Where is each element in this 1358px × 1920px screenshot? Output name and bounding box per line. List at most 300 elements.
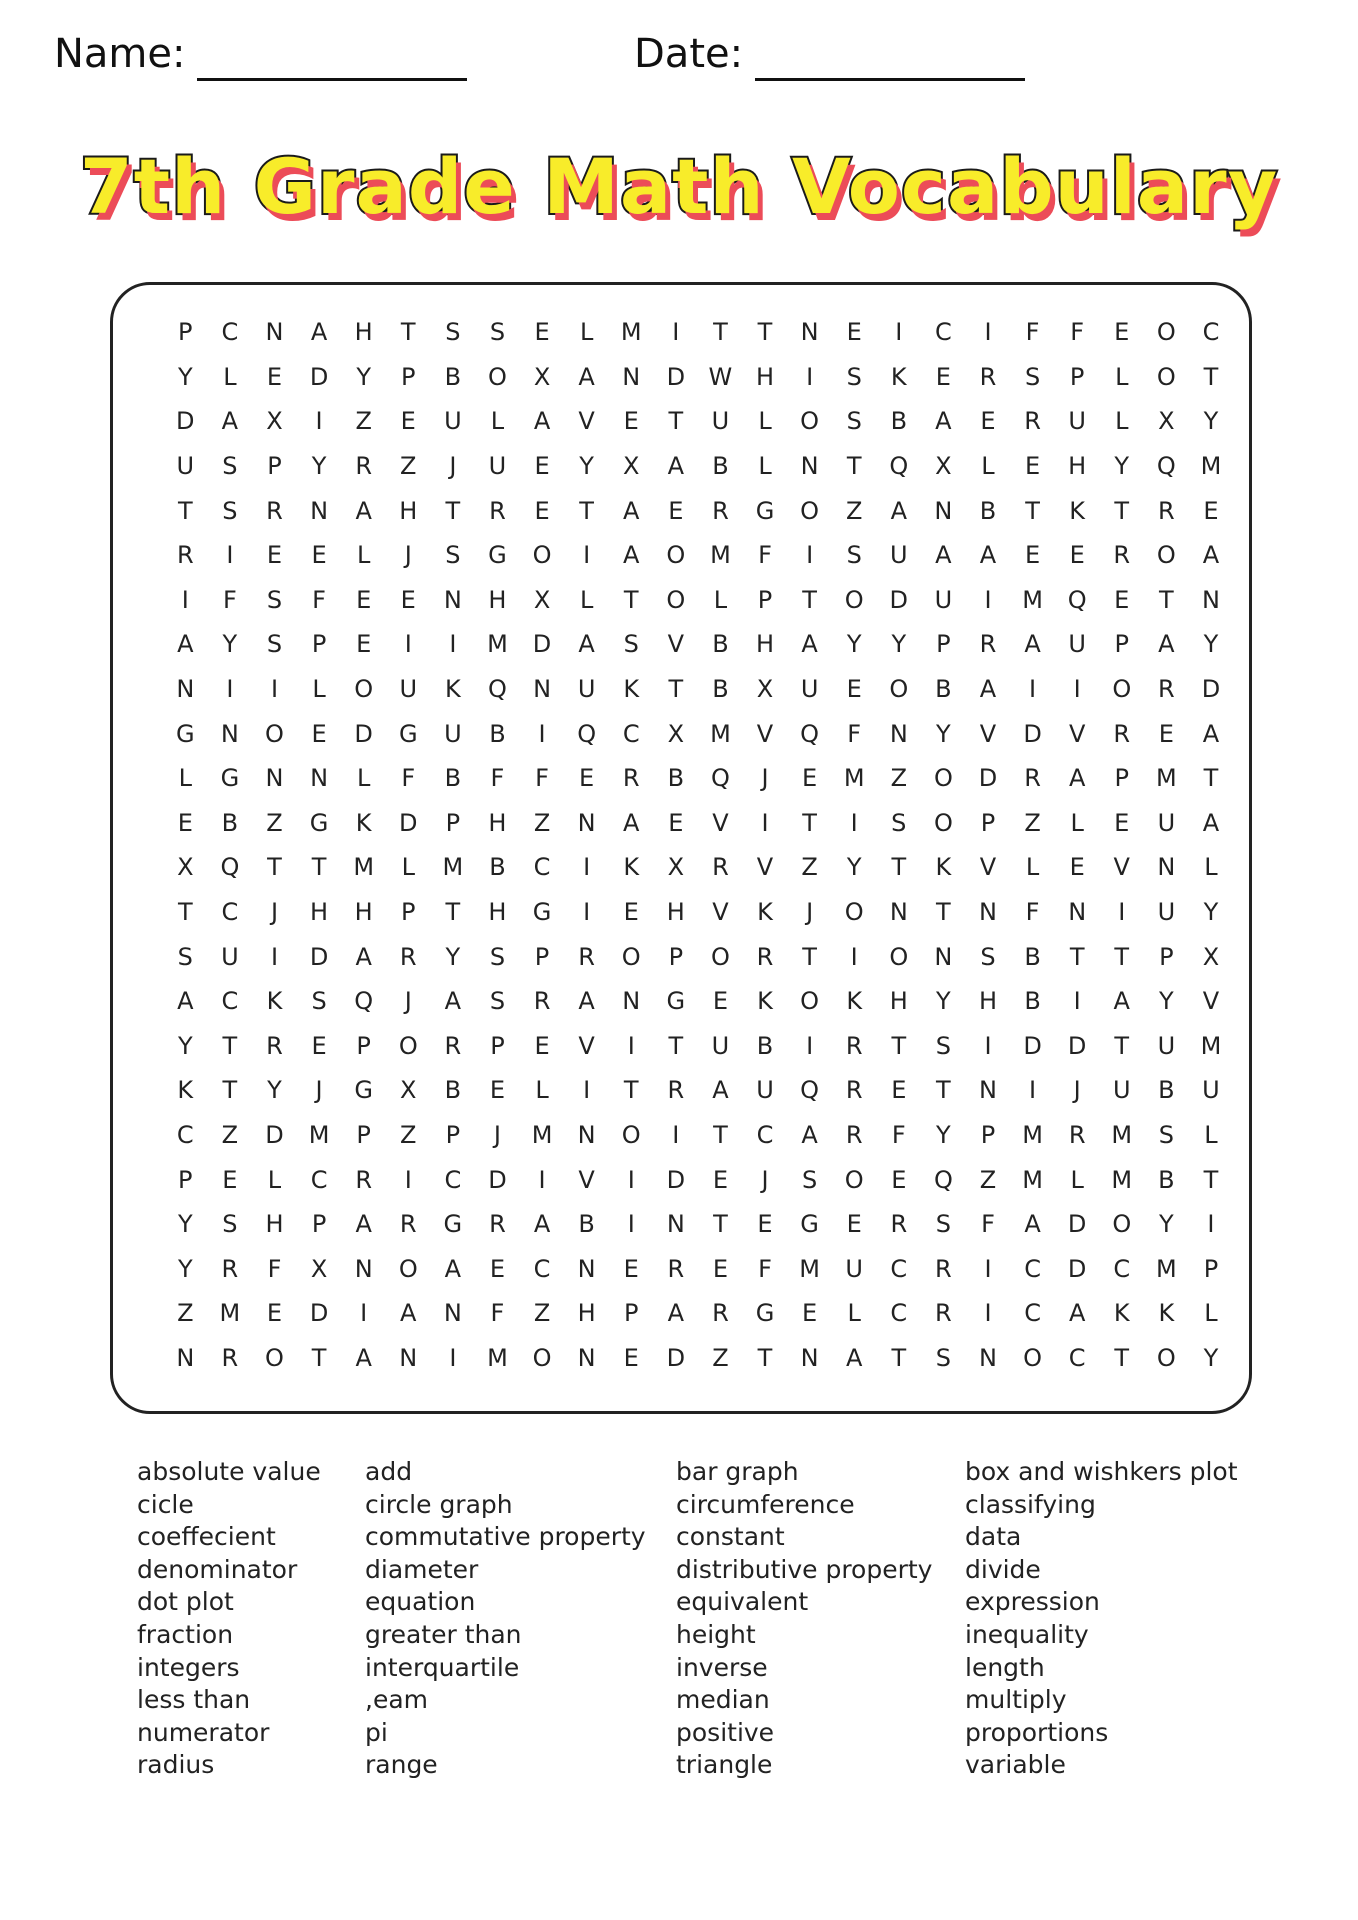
grid-letter[interactable]: I (672, 1120, 680, 1149)
grid-letter[interactable]: Y (936, 719, 951, 748)
grid-letter[interactable]: T (1203, 1165, 1219, 1194)
grid-letter[interactable]: L (1115, 362, 1129, 391)
grid-letter[interactable]: E (356, 630, 372, 659)
grid-letter[interactable]: E (1114, 318, 1130, 347)
grid-letter[interactable]: S (846, 407, 862, 436)
grid-letter[interactable]: P (1114, 764, 1129, 793)
grid-letter[interactable]: N (934, 496, 953, 525)
grid-letter[interactable]: E (1158, 719, 1174, 748)
grid-letter[interactable]: Y (579, 452, 594, 481)
grid-letter[interactable]: Z (221, 1120, 239, 1149)
grid-letter[interactable]: A (712, 1076, 729, 1105)
grid-letter[interactable]: R (979, 362, 997, 391)
grid-letter[interactable]: Q (577, 719, 597, 748)
grid-letter[interactable]: T (891, 853, 907, 882)
grid-letter[interactable]: D (309, 1299, 329, 1328)
grid-letter[interactable]: S (935, 1031, 951, 1060)
grid-letter[interactable]: Y (177, 1210, 193, 1239)
grid-letter[interactable]: E (802, 1299, 818, 1328)
grid-letter[interactable]: L (713, 585, 728, 614)
grid-letter[interactable]: N (979, 1343, 997, 1372)
grid-letter[interactable]: N (265, 764, 284, 793)
grid-letter[interactable]: E (266, 1299, 283, 1328)
name-blank-line[interactable] (197, 26, 467, 81)
grid-letter[interactable]: O (1156, 1343, 1176, 1372)
grid-letter[interactable]: E (1114, 808, 1130, 837)
grid-letter[interactable]: Y (1203, 407, 1219, 436)
grid-letter[interactable]: B (1158, 1076, 1175, 1105)
grid-letter[interactable]: C (1202, 318, 1220, 347)
grid-letter[interactable]: U (221, 942, 239, 971)
grid-letter[interactable]: Z (979, 1165, 997, 1194)
grid-letter[interactable]: Q (354, 987, 374, 1016)
grid-letter[interactable]: B (667, 764, 685, 793)
grid-letter[interactable]: T (1114, 942, 1130, 971)
grid-letter[interactable]: E (1069, 853, 1085, 882)
grid-letter[interactable]: J (404, 541, 412, 570)
grid-letter[interactable]: T (802, 942, 817, 971)
grid-letter[interactable]: R (221, 1254, 239, 1283)
grid-letter[interactable]: A (1024, 1210, 1041, 1239)
grid-letter[interactable]: O (354, 675, 374, 704)
grid-letter[interactable]: R (399, 942, 417, 971)
grid-letter[interactable]: B (979, 496, 997, 525)
grid-letter[interactable]: L (490, 407, 505, 436)
grid-letter[interactable]: R (622, 764, 640, 793)
grid-letter[interactable]: R (890, 1210, 908, 1239)
grid-letter[interactable]: N (354, 1254, 373, 1283)
grid-letter[interactable]: N (533, 675, 552, 704)
grid-letter[interactable]: Z (533, 1299, 551, 1328)
grid-letter[interactable]: A (979, 675, 997, 704)
grid-letter[interactable]: T (802, 808, 817, 837)
grid-letter[interactable]: A (578, 630, 595, 659)
grid-letter[interactable]: A (935, 541, 952, 570)
grid-letter[interactable]: L (356, 764, 371, 793)
grid-letter[interactable]: G (443, 1210, 463, 1239)
grid-letter[interactable]: P (311, 630, 327, 659)
grid-letter[interactable]: O (265, 1343, 284, 1372)
grid-letter[interactable]: T (445, 496, 461, 525)
grid-letter[interactable]: S (980, 942, 996, 971)
grid-letter[interactable]: U (1068, 630, 1086, 659)
grid-letter[interactable]: I (226, 541, 234, 570)
date-field[interactable] (634, 26, 1025, 82)
grid-letter[interactable]: S (311, 987, 327, 1016)
grid-letter[interactable]: G (220, 764, 240, 793)
grid-letter[interactable]: T (579, 496, 594, 525)
grid-letter[interactable]: M (1022, 1120, 1043, 1149)
grid-letter[interactable]: Y (445, 942, 461, 971)
grid-letter[interactable]: M (710, 719, 731, 748)
grid-letter[interactable]: C (622, 719, 640, 748)
grid-letter[interactable]: K (846, 987, 863, 1016)
grid-letter[interactable]: A (801, 1120, 818, 1149)
grid-letter[interactable]: R (1158, 675, 1175, 704)
grid-letter[interactable]: D (1201, 675, 1221, 704)
grid-letter[interactable]: A (623, 496, 640, 525)
grid-letter[interactable]: A (533, 1210, 551, 1239)
grid-letter[interactable]: D (1067, 1031, 1087, 1060)
grid-letter[interactable]: O (621, 1120, 641, 1149)
grid-letter[interactable]: P (668, 942, 684, 971)
grid-letter[interactable]: I (449, 630, 457, 659)
grid-letter[interactable]: Z (177, 1299, 194, 1328)
grid-letter[interactable]: R (1024, 764, 1041, 793)
grid-letter[interactable]: Q (710, 764, 730, 793)
grid-letter[interactable]: Z (845, 496, 863, 525)
grid-letter[interactable]: T (891, 1343, 907, 1372)
grid-letter[interactable]: F (847, 719, 862, 748)
grid-letter[interactable]: A (400, 1299, 417, 1328)
grid-letter[interactable]: Z (533, 808, 551, 837)
grid-letter[interactable]: P (267, 452, 282, 481)
grid-letter[interactable]: E (177, 808, 193, 837)
grid-letter[interactable]: I (984, 1254, 992, 1283)
grid-letter[interactable]: H (755, 362, 775, 391)
grid-letter[interactable]: T (177, 898, 193, 927)
grid-letter[interactable]: F (758, 1254, 772, 1283)
grid-letter[interactable]: D (488, 1165, 507, 1194)
grid-letter[interactable]: P (445, 1120, 461, 1149)
grid-letter[interactable]: E (534, 496, 550, 525)
grid-letter[interactable]: I (1073, 987, 1081, 1016)
grid-letter[interactable]: S (623, 630, 639, 659)
grid-letter[interactable]: K (1158, 1299, 1175, 1328)
grid-letter[interactable]: N (577, 1254, 596, 1283)
grid-letter[interactable]: Y (177, 362, 193, 391)
grid-letter[interactable]: V (578, 407, 595, 436)
grid-letter[interactable]: I (850, 808, 858, 837)
grid-letter[interactable]: X (310, 1254, 328, 1283)
grid-letter[interactable]: J (806, 898, 814, 927)
grid-letter[interactable]: P (534, 942, 550, 971)
grid-letter[interactable]: C (310, 1165, 328, 1194)
grid-letter[interactable]: B (756, 1031, 774, 1060)
grid-letter[interactable]: T (936, 898, 951, 927)
grid-letter[interactable]: N (1068, 898, 1087, 927)
grid-letter[interactable]: A (1068, 1299, 1086, 1328)
grid-letter[interactable]: F (535, 764, 549, 793)
grid-letter[interactable]: O (800, 987, 820, 1016)
grid-letter[interactable]: I (672, 318, 680, 347)
grid-letter[interactable]: G (666, 987, 686, 1016)
grid-letter[interactable]: C (533, 1254, 551, 1283)
grid-letter[interactable]: O (844, 1165, 864, 1194)
grid-letter[interactable]: N (1201, 585, 1220, 614)
grid-letter[interactable]: S (891, 808, 907, 837)
grid-letter[interactable]: I (806, 1031, 814, 1060)
grid-letter[interactable]: Y (356, 362, 371, 391)
grid-letter[interactable]: V (979, 853, 997, 882)
grid-letter[interactable]: K (355, 808, 372, 837)
grid-letter[interactable]: I (270, 942, 279, 971)
grid-letter[interactable]: U (1068, 407, 1086, 436)
grid-letter[interactable]: M (487, 630, 508, 659)
grid-letter[interactable]: N (979, 1076, 997, 1105)
name-field[interactable] (54, 26, 467, 82)
grid-letter[interactable]: P (445, 808, 461, 837)
date-blank-line[interactable] (755, 26, 1025, 81)
grid-letter[interactable]: I (583, 898, 591, 927)
grid-letter[interactable]: F (1025, 318, 1040, 347)
grid-letter[interactable]: D (399, 808, 418, 837)
grid-letter[interactable]: R (935, 1299, 952, 1328)
grid-letter[interactable]: B (712, 630, 729, 659)
grid-letter[interactable]: G (175, 719, 195, 748)
grid-letter[interactable]: P (1114, 630, 1129, 659)
grid-letter[interactable]: E (712, 1254, 728, 1283)
grid-letter[interactable]: M (620, 318, 642, 347)
grid-letter[interactable]: Z (266, 808, 283, 837)
grid-letter[interactable]: E (400, 407, 416, 436)
grid-letter[interactable]: M (531, 1120, 553, 1149)
grid-letter[interactable]: P (1069, 362, 1085, 391)
grid-letter[interactable]: R (266, 1031, 283, 1060)
grid-letter[interactable]: I (1118, 898, 1126, 927)
grid-letter[interactable]: X (533, 362, 551, 391)
grid-letter[interactable]: I (1207, 1210, 1215, 1239)
grid-letter[interactable]: T (846, 452, 862, 481)
grid-letter[interactable]: B (489, 719, 506, 748)
grid-letter[interactable]: E (489, 1254, 506, 1283)
grid-letter[interactable]: N (443, 585, 462, 614)
grid-letter[interactable]: C (221, 898, 239, 927)
grid-letter[interactable]: E (222, 1165, 238, 1194)
grid-letter[interactable]: B (444, 362, 462, 391)
grid-letter[interactable]: I (1029, 675, 1037, 704)
grid-letter[interactable]: O (1156, 541, 1176, 570)
grid-letter[interactable]: N (800, 452, 819, 481)
grid-letter[interactable]: L (223, 362, 237, 391)
grid-letter[interactable]: E (311, 719, 327, 748)
grid-letter[interactable]: I (181, 585, 189, 614)
grid-letter[interactable]: Y (1114, 452, 1130, 481)
grid-letter[interactable]: S (846, 541, 862, 570)
grid-letter[interactable]: H (265, 1210, 284, 1239)
grid-letter[interactable]: I (850, 942, 858, 971)
grid-letter[interactable]: K (890, 362, 907, 391)
grid-letter[interactable]: M (1022, 1165, 1043, 1194)
grid-letter[interactable]: X (1202, 942, 1220, 971)
grid-letter[interactable]: I (583, 1076, 591, 1105)
grid-letter[interactable]: X (533, 585, 551, 614)
grid-letter[interactable]: H (488, 585, 507, 614)
grid-letter[interactable]: H (310, 898, 329, 927)
grid-letter[interactable]: N (622, 362, 641, 391)
grid-letter[interactable]: E (846, 318, 862, 347)
grid-letter[interactable]: S (935, 1343, 951, 1372)
grid-letter[interactable]: E (623, 407, 639, 436)
grid-letter[interactable]: N (265, 318, 284, 347)
grid-letter[interactable]: M (219, 1299, 241, 1328)
grid-letter[interactable]: H (889, 987, 908, 1016)
grid-letter[interactable]: A (1158, 630, 1175, 659)
grid-letter[interactable]: T (891, 1031, 907, 1060)
grid-letter[interactable]: K (444, 675, 461, 704)
grid-letter[interactable]: E (846, 675, 862, 704)
grid-letter[interactable]: B (1024, 942, 1041, 971)
grid-letter[interactable]: I (627, 1031, 635, 1060)
grid-letter[interactable]: I (761, 808, 769, 837)
grid-letter[interactable]: N (800, 1343, 819, 1372)
grid-letter[interactable]: A (533, 407, 551, 436)
grid-letter[interactable]: D (889, 585, 909, 614)
grid-letter[interactable]: I (360, 1299, 368, 1328)
grid-letter[interactable]: D (1023, 719, 1042, 748)
grid-letter[interactable]: D (1023, 1031, 1042, 1060)
grid-letter[interactable]: L (1204, 853, 1218, 882)
grid-letter[interactable]: F (312, 585, 326, 614)
grid-letter[interactable]: Q (933, 1165, 953, 1194)
grid-letter[interactable]: O (889, 675, 909, 704)
grid-letter[interactable]: E (935, 362, 951, 391)
grid-letter[interactable]: I (315, 407, 323, 436)
grid-letter[interactable]: R (1113, 541, 1131, 570)
grid-letter[interactable]: V (667, 630, 685, 659)
grid-letter[interactable]: R (935, 1254, 952, 1283)
grid-letter[interactable]: P (401, 362, 416, 391)
grid-letter[interactable]: K (935, 853, 952, 882)
grid-letter[interactable]: F (891, 1120, 906, 1149)
grid-letter[interactable]: T (177, 496, 193, 525)
grid-letter[interactable]: L (267, 1165, 282, 1194)
grid-letter[interactable]: C (890, 1299, 908, 1328)
grid-letter[interactable]: E (311, 1031, 327, 1060)
grid-letter[interactable]: Q (800, 719, 820, 748)
grid-letter[interactable]: R (1158, 496, 1175, 525)
grid-letter[interactable]: Z (1024, 808, 1041, 837)
grid-letter[interactable]: T (668, 675, 684, 704)
grid-letter[interactable]: P (490, 1031, 505, 1060)
grid-letter[interactable]: S (222, 1210, 238, 1239)
grid-letter[interactable]: N (800, 318, 819, 347)
grid-letter[interactable]: U (756, 1076, 774, 1105)
grid-letter[interactable]: E (623, 1254, 639, 1283)
grid-letter[interactable]: X (400, 1076, 417, 1105)
grid-letter[interactable]: G (755, 1299, 775, 1328)
grid-letter[interactable]: T (668, 1031, 684, 1060)
grid-letter[interactable]: R (712, 1299, 729, 1328)
grid-letter[interactable]: O (844, 898, 864, 927)
grid-letter[interactable]: B (221, 808, 239, 837)
grid-letter[interactable]: U (444, 719, 462, 748)
grid-letter[interactable]: M (1156, 764, 1177, 793)
grid-letter[interactable]: B (444, 1076, 462, 1105)
grid-letter[interactable]: L (1070, 1165, 1084, 1194)
grid-letter[interactable]: Y (177, 1254, 193, 1283)
grid-letter[interactable]: Z (801, 853, 818, 882)
grid-letter[interactable]: M (1022, 585, 1043, 614)
grid-letter[interactable]: E (266, 541, 283, 570)
grid-letter[interactable]: H (354, 318, 373, 347)
grid-letter[interactable]: R (756, 942, 774, 971)
grid-letter[interactable]: J (493, 1120, 501, 1149)
grid-letter[interactable]: U (800, 675, 819, 704)
grid-letter[interactable]: R (578, 942, 595, 971)
grid-letter[interactable]: B (1158, 1165, 1175, 1194)
grid-letter[interactable]: S (222, 452, 238, 481)
grid-letter[interactable]: F (401, 764, 416, 793)
grid-letter[interactable]: T (1203, 764, 1219, 793)
grid-letter[interactable]: U (890, 541, 908, 570)
grid-letter[interactable]: L (312, 675, 326, 704)
grid-letter[interactable]: T (222, 1076, 238, 1105)
grid-letter[interactable]: X (623, 452, 640, 481)
grid-letter[interactable]: E (489, 1076, 506, 1105)
grid-letter[interactable]: A (355, 942, 372, 971)
grid-letter[interactable]: P (980, 808, 996, 837)
grid-letter[interactable]: T (713, 318, 728, 347)
grid-letter[interactable]: S (489, 318, 506, 347)
grid-letter[interactable]: G (532, 898, 552, 927)
grid-letter[interactable]: Y (936, 987, 951, 1016)
grid-letter[interactable]: Y (1159, 1210, 1174, 1239)
grid-letter[interactable]: I (984, 318, 992, 347)
grid-letter[interactable]: L (1070, 808, 1084, 837)
grid-letter[interactable]: E (980, 407, 996, 436)
grid-letter[interactable]: C (1113, 1254, 1131, 1283)
grid-letter[interactable]: O (800, 496, 820, 525)
grid-letter[interactable]: Q (800, 1076, 820, 1105)
grid-letter[interactable]: Y (311, 452, 327, 481)
grid-letter[interactable]: R (845, 1120, 863, 1149)
grid-letter[interactable]: J (404, 987, 412, 1016)
grid-letter[interactable]: U (1157, 898, 1176, 927)
grid-letter[interactable]: S (489, 987, 506, 1016)
grid-letter[interactable]: R (979, 630, 997, 659)
grid-letter[interactable]: V (712, 808, 729, 837)
grid-letter[interactable]: F (490, 1299, 505, 1328)
grid-letter[interactable]: N (310, 496, 329, 525)
grid-letter[interactable]: O (889, 942, 909, 971)
grid-letter[interactable]: N (176, 1343, 195, 1372)
grid-letter[interactable]: Y (846, 630, 862, 659)
grid-letter[interactable]: O (1112, 675, 1132, 704)
grid-letter[interactable]: G (800, 1210, 819, 1239)
grid-letter[interactable]: I (270, 675, 279, 704)
grid-letter[interactable]: S (846, 362, 862, 391)
grid-letter[interactable]: S (445, 541, 461, 570)
grid-letter[interactable]: E (712, 987, 728, 1016)
grid-letter[interactable]: A (1024, 630, 1041, 659)
grid-letter[interactable]: E (1203, 496, 1219, 525)
grid-letter[interactable]: D (309, 942, 329, 971)
grid-letter[interactable]: G (398, 719, 418, 748)
grid-letter[interactable]: C (221, 987, 239, 1016)
grid-letter[interactable]: E (534, 1031, 550, 1060)
grid-letter[interactable]: P (1203, 1254, 1219, 1283)
grid-letter[interactable]: B (1024, 987, 1041, 1016)
grid-letter[interactable]: T (936, 1076, 951, 1105)
grid-letter[interactable]: I (806, 541, 814, 570)
grid-letter[interactable]: L (178, 764, 192, 793)
grid-letter[interactable]: A (667, 1299, 685, 1328)
grid-letter[interactable]: Y (891, 630, 907, 659)
grid-letter[interactable]: R (176, 541, 194, 570)
grid-letter[interactable]: J (270, 898, 279, 927)
grid-letter[interactable]: H (399, 496, 418, 525)
grid-letter[interactable]: H (1068, 452, 1087, 481)
grid-letter[interactable]: P (356, 1031, 371, 1060)
grid-letter[interactable]: L (981, 452, 995, 481)
grid-letter[interactable]: A (355, 1343, 372, 1372)
grid-letter[interactable]: L (1204, 1299, 1218, 1328)
grid-letter[interactable]: X (667, 719, 685, 748)
grid-letter[interactable]: Y (1203, 898, 1219, 927)
grid-letter[interactable]: E (1024, 452, 1041, 481)
grid-letter[interactable]: L (1204, 1120, 1218, 1149)
